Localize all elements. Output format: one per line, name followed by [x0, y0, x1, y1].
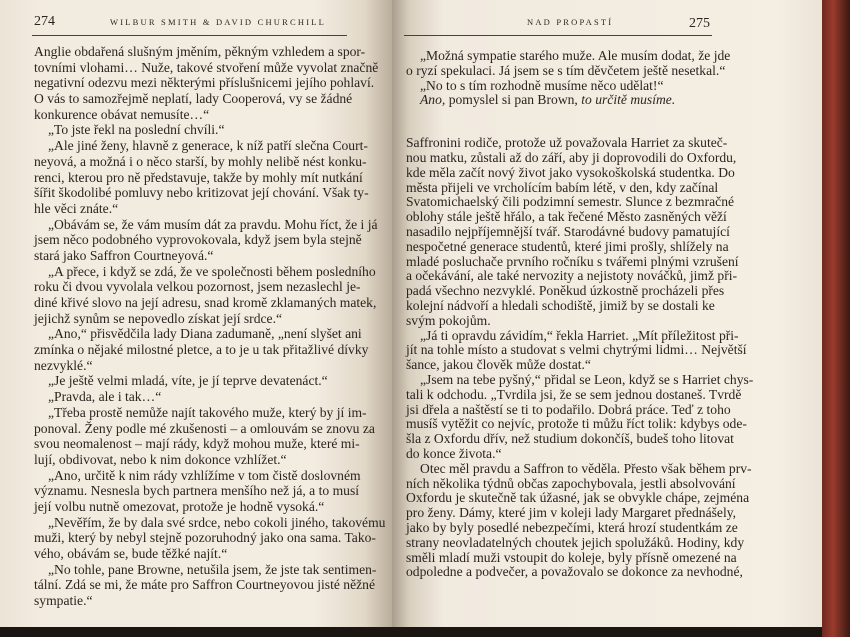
paragraph: [34, 263, 377, 327]
paragraph: [34, 373, 345, 389]
text-line: kolejní nádvoří a hledali schodiště, jimiž by se dostali ke: [406, 297, 715, 313]
text-line: o ryzí spekulaci. Já jsem se s tím děvčetem ještě nesetkal.“: [406, 62, 726, 78]
text-line: pro ženy. Dámy, které jim v koleji lady Margaret přednášely,: [406, 505, 737, 521]
paragraph: [406, 371, 754, 462]
text-line: „Ano, určitě k nim rády vzhlížíme v tom čistě doslovném: [48, 467, 361, 483]
text-line: svým pokojům.: [406, 312, 491, 328]
text-line: Ano, pomyslel si pan Brown, to určitě musíme.: [420, 92, 676, 108]
text-line: padá všechno nezvyklé. Poněkud úzkostně procházeli přes: [406, 283, 725, 299]
text-line: O vás to samozřejmě neplatí, lady Cooperová, vy se žádné: [34, 91, 353, 107]
paragraph: [406, 460, 752, 580]
text-line: šance, jakou člověk může dostat.“: [406, 357, 591, 373]
text-line: strany neovladatelných choutek jejich spolužáků. Hodiny, kdy: [406, 534, 745, 550]
header-rule: [32, 35, 347, 36]
text-line: ních několika týdnů občas zapochybovala, jestli absolvování: [406, 475, 736, 491]
text-line: a očekávání, ale také nervozity a nejistoty nováčků, jimž při-: [406, 268, 738, 284]
text-line: nezvyklé.“: [34, 357, 93, 373]
page-number: 274: [34, 14, 55, 29]
text-line: „No tohle, pane Browne, netušila jsem, že jste tak sentimen-: [48, 561, 377, 577]
paragraph: [406, 327, 747, 373]
text-line: neyová, a možná i o něco starší, by mohly nelibě nést konku-: [34, 153, 367, 169]
text-line: nasadilo nejpříjemnější tvář. Starodávné budovy pamatující: [406, 223, 730, 239]
text-line: směli mladí muži vstoupit do koleje, byly přísně omezené na: [406, 549, 737, 565]
text-line: nespočetné generace studentů, které jimi prošly, shlížely na: [406, 238, 729, 254]
paragraph: [34, 561, 377, 609]
text-line: šířit škodolibé pomluvy nebo kritizovat její chování. Však ty-: [34, 185, 369, 201]
text-line: ponoval. Ženy podle mé zkušenosti – a omlouvám se znovu za: [34, 420, 375, 436]
text-line: hle věci znáte.“: [34, 200, 119, 216]
text-line: „Je ještě velmi mladá, víte, je jí teprve devatenáct.“: [48, 373, 328, 389]
text-line: „A přece, i když se zdá, že ve společnosti během posledního: [48, 263, 376, 279]
text-line: šla z Oxfordu dřív, než studium dokončíš, budeš toho litovat: [406, 431, 734, 447]
text-line: negativní odezvu mezi některými příslušnicemi jejího pohlaví.: [34, 75, 375, 91]
running-head: WILBUR SMITH & DAVID CHURCHILL: [110, 17, 327, 27]
text-line: tali k odchodu. „Tvrdila jsi, že se sem jednou dostaneš. Tvrdě: [406, 386, 742, 402]
paragraph: [34, 389, 345, 405]
text-line: sympatie.“: [34, 593, 93, 609]
text-line: zmínka o nějaké milostné pletce, a to je u tak přitažlivé dívky: [34, 342, 369, 358]
text-line: muži, který by nebyl stejně pozoruhodný jako ona sama. Tako-: [34, 530, 376, 546]
text-line: jsem něco podobného vyprovokovala, když jsem byla stejně: [34, 232, 362, 248]
text-line: odpoledne a podvečer, a považovalo se dokonce za nevhodné,: [406, 564, 743, 580]
section-break: [406, 108, 712, 136]
page-number: 275: [689, 16, 710, 31]
paragraph: [34, 514, 386, 562]
text-line: „Nevěřím, že by dala své srdce, nebo cokoli jiného, takovému: [48, 514, 386, 530]
paragraph: [406, 79, 712, 94]
text-line: diné křivé slovo na její adresu, snad kromě zklamaných matek,: [34, 295, 377, 310]
right-page: [392, 0, 822, 627]
text-line: „Třeba prostě nemůže najít takového muže, který by jí im-: [48, 404, 367, 420]
paragraph: [34, 467, 361, 515]
text-line: „Pravda, ale i tak…“: [48, 389, 162, 405]
text-line: jako by byly posedlé nebezpečími, která hrozí studentkám ze: [406, 519, 738, 535]
body-text: [34, 44, 386, 609]
text-line: „Jsem na tebe pyšný,“ přidal se Leon, když se s Harriet chys-: [420, 371, 754, 387]
paragraph: [406, 135, 739, 328]
text-line: „Obávám se, že vám musím dát za pravdu. Mohu říct, že i já: [48, 216, 378, 232]
running-head: NAD PROPASTÍ: [527, 17, 614, 27]
text-line: nou matku, zůstali až do září, aby ji doprovodili do Oxfordu,: [406, 149, 737, 165]
text-line: jsi dřela a naštěstí se ti to podařilo. Dobrá práce. Teď z toho: [406, 401, 731, 417]
paragraph: [34, 122, 345, 138]
text-line: stará jako Saffron Courtneyová.“: [34, 247, 214, 263]
text-line: Anglie obdařená slušným jměním, pěkným vzhledem a spor-: [34, 44, 366, 59]
text-line: svou neomalenost – mají rády, když mohou muže, které mi-: [34, 436, 360, 452]
text-line: roku či dvou vyvolala velkou pozornost, jsem nezaslechl je-: [34, 279, 361, 295]
text-line: „Ale jiné ženy, hlavně z generace, k níž patří slečna Court-: [48, 138, 368, 154]
text-line: tovními vlohami… Nuže, takové stvoření může vyvolat značně: [34, 59, 379, 75]
text-line: renci, kterou pro ně představuje, takže by mohly mít nutkání: [34, 169, 363, 185]
text-line: „To jste řekl na poslední chvíli.“: [48, 122, 225, 138]
background: [0, 627, 822, 637]
text-line: kde měla začít nový život jako vysokoškolská studentka. Do: [406, 164, 735, 180]
paragraph: [406, 93, 712, 108]
text-line: konkurence obávat nemusíte…“: [34, 106, 210, 122]
text-line: Svatomichaelský čili podzimní semestr. Slunce z bezmračné: [406, 194, 735, 210]
text-line: „No to s tím rozhodně musíme něco udělat!“: [420, 77, 664, 93]
text-line: lují, obdivovat, nebo k nim dokonce vzhlížet.“: [34, 451, 287, 467]
text-line: oblohy stále ještě hřálo, a tak řečené Město zasněných věží: [406, 209, 727, 225]
text-line: tální. Zdá se mi, že máte pro Saffron Courtneyovou jisté něžné: [34, 577, 376, 593]
text-line: „Ano,“ přisvědčila lady Diana zadumaně, „není slyšet ani: [48, 326, 362, 342]
text-line: Oxfordu je skutečně tak úžasné, jak se obvykle chápe, zejména: [406, 490, 750, 506]
paragraph: [34, 326, 369, 373]
text-line: Saffronini rodiče, protože už považovala Harriet za skuteč-: [406, 135, 728, 151]
text-line: musíš vytěžit co nejvíc, protože ti můžu říct tolik: kdybys ode-: [406, 416, 747, 432]
body-text: [406, 48, 754, 580]
text-line: významu. Nesnesla bych partnera menšího než já, a to musí: [34, 483, 360, 499]
text-line: jejichž synům se nepovedlo získat její srdce.“: [34, 310, 283, 326]
paragraph: [406, 48, 731, 79]
book-edge: [822, 0, 850, 637]
text-line: jít na tohle místo a studovat s velmi chytrými lidmi… Největší: [406, 342, 747, 358]
left-page: [0, 0, 392, 627]
text-line: vého, obávám se, bude těžké najít.“: [34, 546, 228, 561]
text-line: „Já ti opravdu závidím,“ řekla Harriet. „Mít příležitost při-: [420, 327, 739, 343]
text-line: „Možná sympatie starého muže. Ale musím dodat, že jde: [420, 48, 731, 63]
text-line: mladé posluchače prvního ročníku s tvářemi plnými vzrušení: [406, 253, 739, 269]
paragraph: [34, 216, 378, 264]
text-line: Otec měl pravdu a Saffron to věděla. Přesto však během prv-: [420, 460, 752, 476]
text-line: do konce života.“: [406, 445, 502, 461]
paragraph: [34, 138, 369, 216]
text-line: její volbu nutně omezovat, protože je hodně vysoká.“: [34, 498, 325, 514]
paragraph: [34, 404, 375, 468]
header-rule: [404, 35, 712, 36]
paragraph: [34, 44, 379, 122]
text-line: města přijeli ve vrcholícím babím létě, v den, kdy začínal: [406, 179, 719, 195]
